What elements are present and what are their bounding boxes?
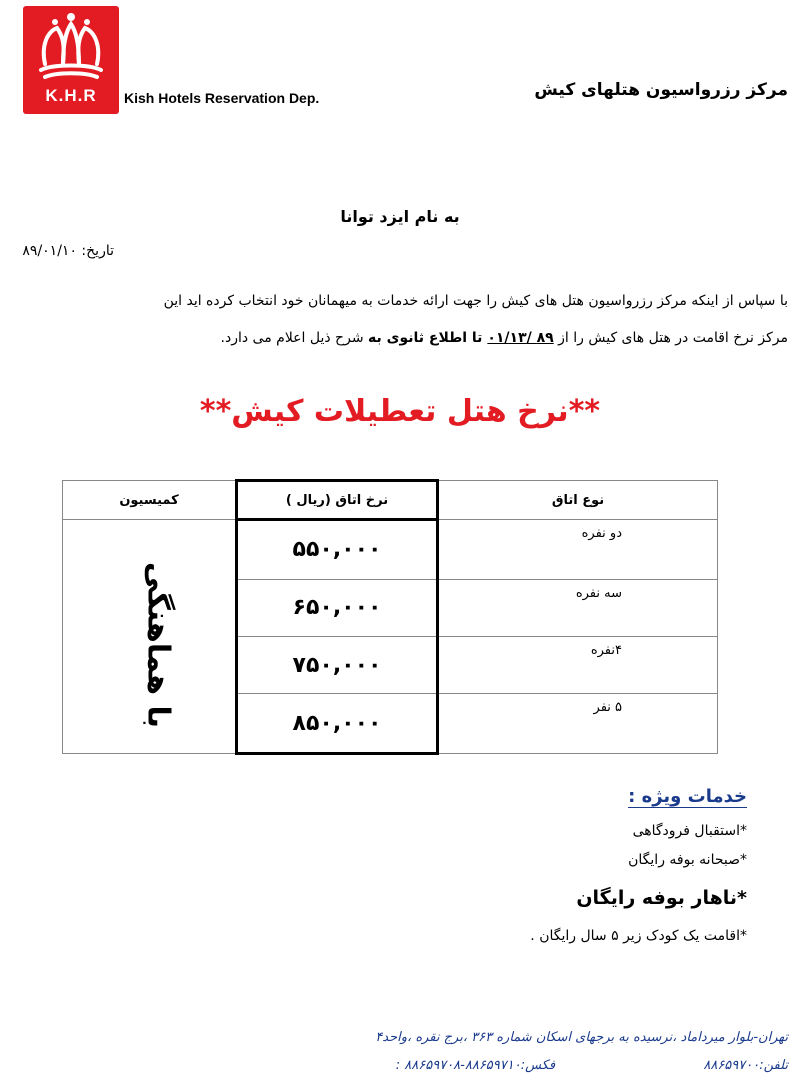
header-commission: کمیسیون — [63, 481, 237, 520]
effective-date: ۸۹ /۰۱/۱۳ — [487, 330, 554, 346]
footer-fax: فکس:۸۸۶۵۹۷۱۰-۸۸۶۵۹۷۰۸ : — [395, 1058, 556, 1073]
headline: **نرخ هتل تعطیلات کیش** — [199, 394, 601, 429]
service-item: *ناهار بوفه رایگان — [576, 887, 747, 909]
service-item: *صبحانه بوفه رایگان — [628, 852, 747, 868]
header-room-type: نوع اتاق — [438, 481, 718, 520]
logo — [23, 6, 119, 114]
commission-cell — [63, 520, 237, 754]
rate-cell: ۶۵۰,۰۰۰ — [237, 579, 438, 636]
org-name-en: Kish Hotels Reservation Dep. — [124, 90, 320, 106]
intro-line-2-end: شرح ذیل اعلام می دارد. — [220, 330, 368, 346]
intro-line-2 — [221, 330, 788, 346]
room-type-cell: دو نفره — [438, 520, 718, 580]
crown-icon — [23, 6, 119, 86]
org-name-fa: مرکز رزرواسیون هتلهای کیش — [534, 80, 788, 100]
bismillah: به نام ایزد توانا — [340, 207, 460, 226]
intro-line-2-start: مرکز نرخ اقامت در هتل های کیش را از — [553, 330, 788, 346]
table-row — [63, 520, 718, 580]
table-header-row — [63, 481, 718, 520]
rate-cell: ۸۵۰,۰۰۰ — [237, 694, 438, 754]
footer-phone: تلفن:۸۸۶۵۹۷۰۰ — [703, 1058, 788, 1073]
room-type-cell: سه نفره — [438, 579, 718, 636]
logo-text: K.H.R — [45, 86, 97, 105]
date-value: ۸۹/۰۱/۱۰ — [22, 243, 77, 259]
rates-table — [62, 479, 718, 755]
room-type-cell: ۴نفره — [438, 636, 718, 693]
services-title: خدمات ویژه : — [628, 786, 747, 807]
header-rate: نرخ اتاق (ریال ) — [237, 481, 438, 520]
footer-contacts — [396, 1058, 788, 1073]
intro-line-2-bold: تا اطلاع ثانوی به — [368, 330, 488, 346]
rate-cell: ۷۵۰,۰۰۰ — [237, 636, 438, 693]
rate-cell: ۵۵۰,۰۰۰ — [237, 520, 438, 580]
service-item: *اقامت یک کودک زیر ۵ سال رایگان . — [530, 928, 747, 944]
date-line — [22, 243, 114, 259]
service-item: *استقبال فرودگاهی — [632, 823, 747, 839]
room-type-cell: ۵ نفر — [438, 694, 718, 754]
commission-value: با هماهنگی — [140, 562, 176, 728]
footer-address: تهران-بلوار میرداماد ،نرسیده به برجهای اسکان شماره ۳۶۳ ،برج نقره ،واحد۴ — [375, 1030, 788, 1045]
date-label: تاریخ: — [81, 243, 114, 259]
intro-line-1: با سپاس از اینکه مرکز رزرواسیون هتل های کیش را جهت ارائه خدمات به میهمانان خود انتخاب کرده اید این — [163, 293, 788, 309]
